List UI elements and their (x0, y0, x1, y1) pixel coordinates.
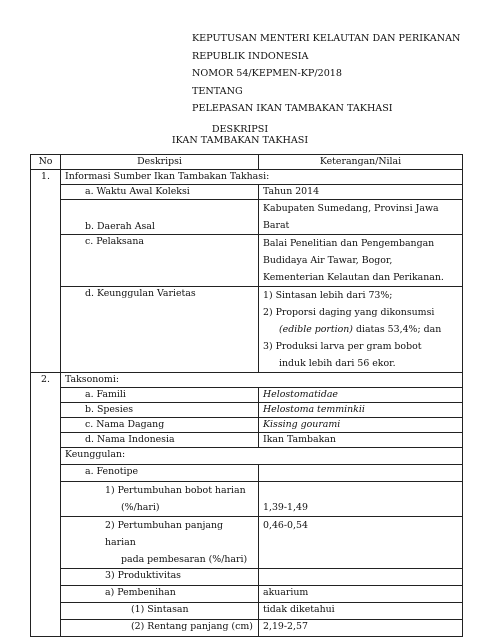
decree-header (192, 30, 460, 118)
value-line: Kementerian Kelautan dan Perikanan. (263, 272, 444, 283)
row-label: c. Pelaksana (61, 235, 259, 287)
value-line: Barat (263, 220, 290, 231)
table-row (31, 433, 463, 448)
table-row (31, 200, 463, 235)
value-line: 1) Sintasan lebih dari 73%; (263, 290, 393, 301)
row-label: a. Fenotipe (61, 465, 259, 482)
section-subtitle: Keunggulan: (61, 448, 463, 465)
label-line: 2) Pertumbuhan panjang harian (105, 520, 224, 548)
col-header-val: Keterangan/Nilai (259, 155, 463, 170)
row-label: b. Spesies (61, 403, 259, 418)
row-label: d. Keunggulan Varietas (61, 287, 259, 373)
value-line: Balai Penelitian dan Pengembangan (263, 238, 435, 249)
section-number: 2. (31, 373, 61, 637)
label-line: 1) Pertumbuhan bobot harian (105, 485, 246, 496)
row-value: tidak diketahui (259, 603, 463, 620)
table-row (31, 403, 463, 418)
row-value: Helostomatidae (259, 388, 463, 403)
table-row (31, 586, 463, 603)
row-label: d. Nama Indonesia (61, 433, 259, 448)
value-italic: (edible portion) (279, 324, 353, 335)
table-header-row (31, 155, 463, 170)
value-line (263, 321, 458, 338)
document-subtitle: IKAN TAMBAKAN TAKHASI (171, 135, 309, 146)
table-row (31, 569, 463, 586)
document-title: DESKRIPSI (211, 124, 269, 135)
row-label: a. Waktu Awal Koleksi (61, 185, 259, 200)
row-value: 2,19-2,57 (259, 620, 463, 637)
row-value (259, 200, 463, 235)
row-value: akuarium (259, 586, 463, 603)
header-line: REPUBLIK INDONESIA (192, 50, 309, 62)
header-line: KEPUTUSAN MENTERI KELAUTAN DAN PERIKANAN (192, 33, 461, 44)
header-line: TENTANG (192, 85, 243, 97)
row-value: 1,39-1,49 (259, 482, 463, 517)
value-line: 2) Proporsi daging yang dikonsumsi (263, 307, 435, 318)
description-table (30, 154, 463, 637)
row-value (259, 465, 463, 482)
section-title: Taksonomi: (61, 373, 463, 388)
row-value (259, 235, 463, 287)
value-line: Kabupaten Sumedang, Provinsi Jawa (263, 203, 439, 214)
table-row (31, 620, 463, 637)
row-label (61, 517, 259, 569)
row-label: c. Nama Dagang (61, 418, 259, 433)
row-value: 0,46-0,54 (259, 517, 463, 569)
header-line: PELEPASAN IKAN TAMBAKAN TAKHASI (192, 103, 393, 115)
value-text: diatas 53,4%; dan (352, 324, 442, 335)
table-row (31, 448, 463, 465)
value-line: induk lebih dari 56 ekor. (279, 358, 396, 369)
value-line: Budidaya Air Tawar, Bogor, (263, 255, 393, 266)
row-value: Kissing gourami (259, 418, 463, 433)
row-value: Tahun 2014 (259, 185, 463, 200)
section-title: Informasi Sumber Ikan Tambakan Takhasi: (61, 170, 463, 185)
label-line: (%/hari) (121, 502, 160, 513)
table-row (31, 482, 463, 517)
row-label: a) Pembenihan (61, 586, 259, 603)
row-value: Helostoma temminkii (259, 403, 463, 418)
value-line: 3) Produksi larva per gram bobot (263, 341, 422, 352)
table-row (31, 465, 463, 482)
row-label: (2) Rentang panjang (cm) (61, 620, 259, 637)
row-label: 3) Produktivitas (61, 569, 259, 586)
table-row (31, 603, 463, 620)
table-row (31, 373, 463, 388)
table-row (31, 170, 463, 185)
table-row (31, 235, 463, 287)
row-value (259, 287, 463, 373)
section-number: 1. (31, 170, 61, 373)
row-label: b. Daerah Asal (61, 200, 259, 235)
table-row (31, 517, 463, 569)
table-row (31, 418, 463, 433)
row-label: a. Famili (61, 388, 259, 403)
table-row (31, 185, 463, 200)
table-row (31, 287, 463, 373)
label-line: pada pembesaran (%/hari) (121, 554, 248, 565)
header-line: NOMOR 54/KEPMEN-KP/2018 (192, 68, 343, 80)
row-label: (1) Sintasan (61, 603, 259, 620)
col-header-desc: Deskripsi (61, 155, 259, 170)
row-label (61, 482, 259, 517)
row-value (259, 569, 463, 586)
table-row (31, 388, 463, 403)
col-header-no: No (31, 155, 61, 170)
row-value: Ikan Tambakan (259, 433, 463, 448)
